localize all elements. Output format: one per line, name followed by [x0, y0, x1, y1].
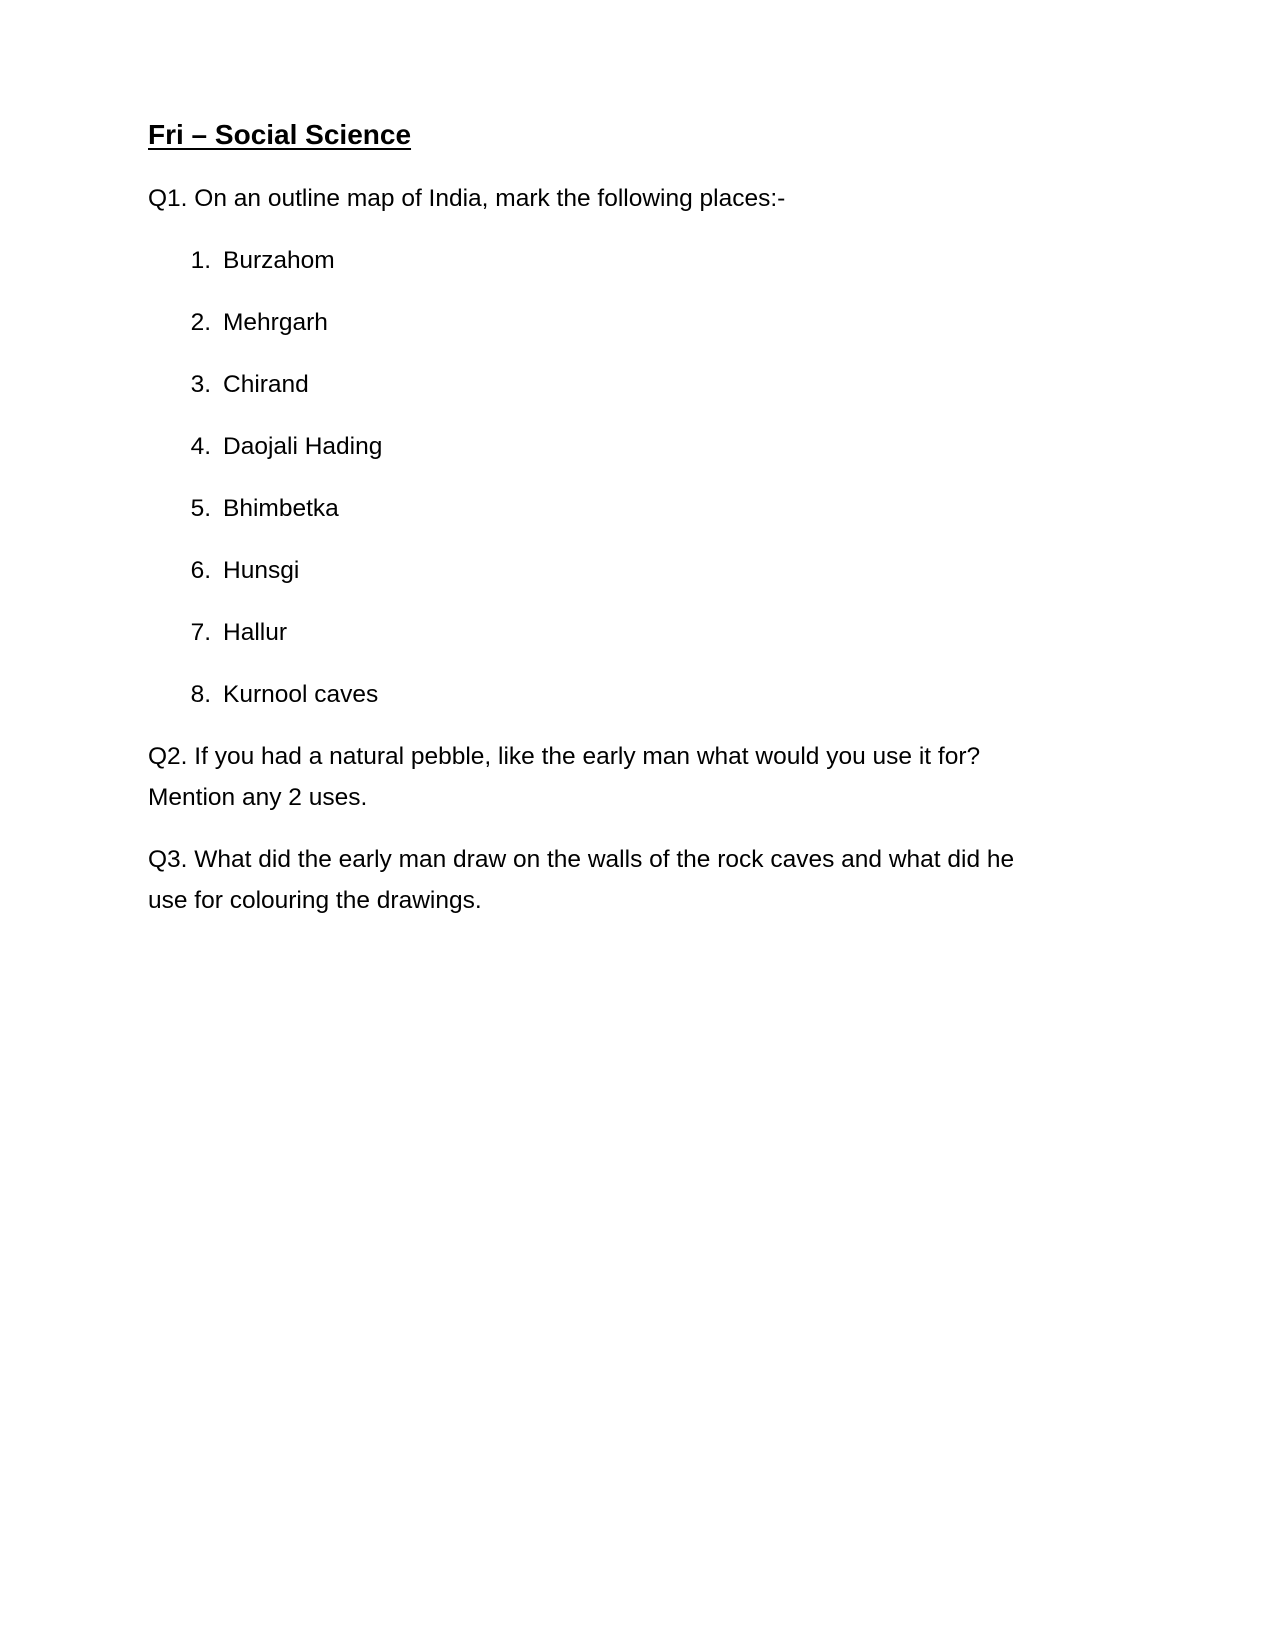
document-page [148, 118, 1128, 942]
question-2 [148, 736, 1128, 818]
question-3 [148, 839, 1128, 921]
page-title: Fri – Social Science [148, 119, 412, 150]
list-item [148, 674, 1128, 715]
list-item-number: 4. [190, 433, 211, 460]
list-item-label: Burzahom [223, 247, 335, 274]
question-2-line-2: Mention any 2 uses. [148, 784, 368, 811]
list-item-label: Kurnool caves [223, 681, 379, 708]
list-item-number: 1. [190, 247, 211, 274]
list-item-label: Chirand [223, 371, 309, 398]
list-item-number: 8. [190, 681, 211, 708]
list-item-label: Daojali Hading [223, 433, 383, 460]
list-item-number: 6. [190, 557, 211, 584]
list-item-number: 3. [190, 371, 211, 398]
list-item [148, 612, 1128, 653]
question-3-line-2: use for colouring the drawings. [148, 887, 482, 914]
list-item-number: 7. [190, 619, 211, 646]
list-item [148, 240, 1128, 281]
list-item-label: Mehrgarh [223, 309, 328, 336]
list-item-label: Hallur [223, 619, 287, 646]
question-2-line-1: Q2. If you had a natural pebble, like the early man what would you use it for? [148, 743, 981, 770]
list-item-label: Hunsgi [223, 557, 300, 584]
list-item [148, 426, 1128, 467]
list-item [148, 488, 1128, 529]
list-item [148, 302, 1128, 343]
list-item-number: 2. [190, 309, 211, 336]
question-3-line-1: Q3. What did the early man draw on the walls of the rock caves and what did he [148, 846, 1015, 873]
question-1: Q1. On an outline map of India, mark the following places:- [148, 185, 786, 212]
list-item [148, 550, 1128, 591]
list-item-label: Bhimbetka [223, 495, 339, 522]
places-list [148, 240, 1128, 715]
list-item-number: 5. [190, 495, 211, 522]
list-item [148, 364, 1128, 405]
